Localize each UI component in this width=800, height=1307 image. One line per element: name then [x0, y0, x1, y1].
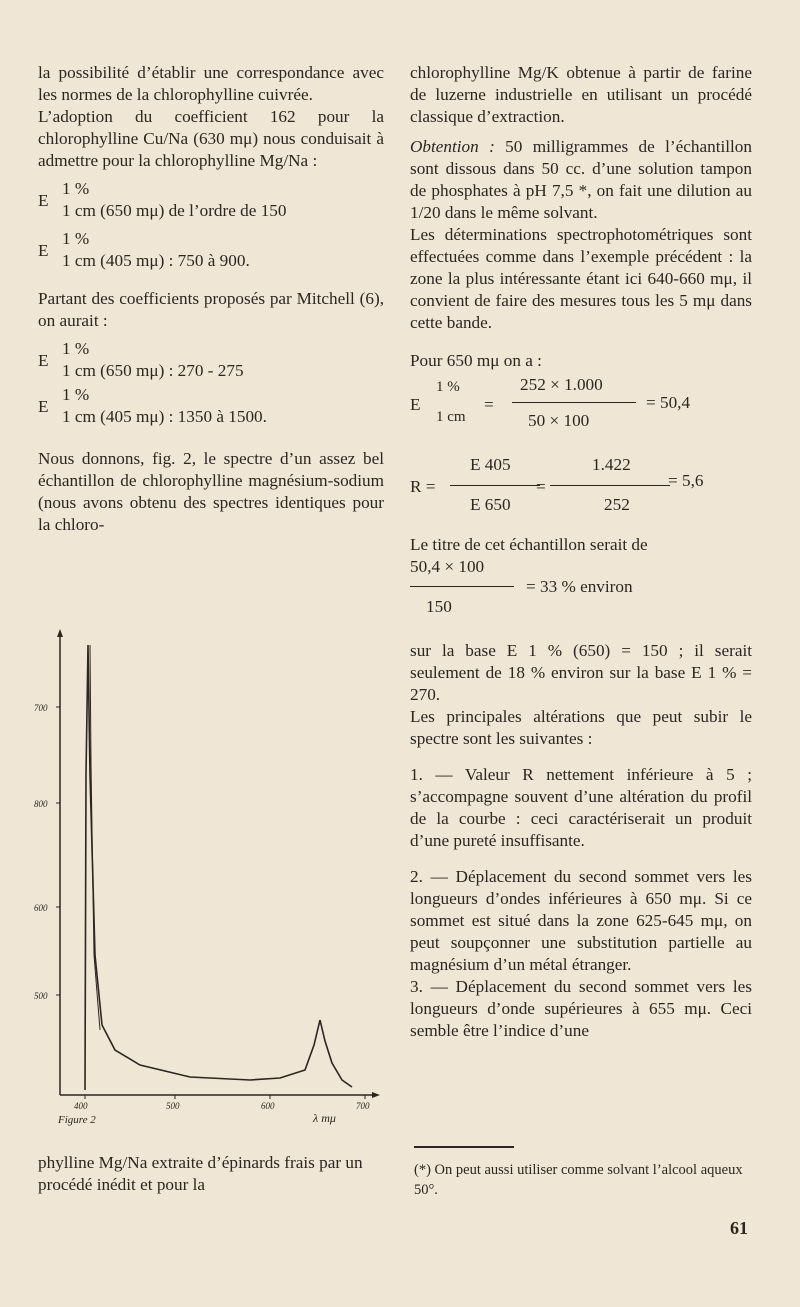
- equation-superscript: 1 %: [62, 339, 90, 358]
- equation: [38, 384, 384, 428]
- paragraph: sur la base E 1 % (650) = 150 ; il serait seulement de 18 % environ sur la base E 1 % = 270.: [410, 641, 752, 704]
- caption-paragraph: phylline Mg/Na extraite d’épinards frais par un procédé inédit et pour la: [38, 1153, 363, 1194]
- list-item: 1. — Valeur R nettement inférieure à 5 ; s’accompagne souvent d’une altération du profil de la courbe : ceci caractériserait un produit d’une pureté insuffisante.: [410, 765, 752, 850]
- equation-value: 1 cm (650 mμ) : 270 - 275: [62, 361, 244, 380]
- equation-symbol: E: [38, 397, 49, 416]
- list-item: 2. — Déplacement du second sommet vers les longueurs d’ondes inférieures à 650 mμ. Si ce sommet est situé dans la zone 625-645 mμ, on peut soupçonner une substitution partielle au magnésium d’un métal étranger.: [410, 867, 752, 974]
- equation-value: 1 cm (650 mμ) de l’ordre de 150: [62, 201, 287, 220]
- x-tick-label: 500: [166, 1101, 180, 1111]
- formula-result: = 5,6: [668, 471, 704, 490]
- fraction-line: [550, 485, 670, 486]
- formula-numerator: 252 × 1.000: [520, 375, 603, 394]
- formula-symbol: E: [410, 395, 421, 414]
- equation: [38, 228, 384, 272]
- equation-symbol: E: [38, 191, 49, 210]
- formula-result: = 50,4: [646, 393, 691, 412]
- left-column: [38, 62, 384, 536]
- equation-superscript: 1 %: [62, 179, 90, 198]
- paragraph: L’adoption du coefficient 162 pour la chlorophylline Cu/Na (630 mμ) nous conduisait à admettre pour la chlorophylline Mg/Na :: [38, 107, 384, 170]
- formula-numerator: 50,4 × 100: [410, 557, 485, 576]
- formula-denominator: E 650: [470, 495, 511, 514]
- x-axis-arrow: [372, 1092, 380, 1098]
- footnote-rule: [414, 1146, 514, 1148]
- formula-title: [410, 556, 752, 620]
- page-number: 61: [730, 1218, 748, 1238]
- formula-numerator: E 405: [470, 455, 511, 474]
- equation-value: 1 cm (405 mμ) : 1350 à 1500.: [62, 407, 267, 426]
- x-tick-label: 600: [261, 1101, 275, 1111]
- formula-e1cm: [410, 372, 752, 440]
- formula-denominator: 50 × 100: [528, 411, 590, 430]
- equals-sign: =: [536, 477, 546, 496]
- x-tick-label: 700: [356, 1101, 370, 1111]
- formula-denominator: 252: [604, 495, 630, 514]
- paragraph: Pour 650 mμ on a :: [410, 351, 542, 370]
- equation-superscript: 1 %: [62, 385, 90, 404]
- paragraph: chlorophylline Mg/K obtenue à partir de farine de luzerne industrielle en utilisant un procédé classique d’extraction.: [410, 63, 752, 126]
- right-column: [410, 62, 752, 1042]
- spectrum-figure: [30, 625, 390, 1140]
- fraction-line: [450, 485, 540, 486]
- paragraph: [410, 136, 752, 224]
- paragraph: Nous donnons, fig. 2, le spectre d’un assez bel échantillon de chlorophylline magnésium-sodium (nous avons obtenu des spectres identiques pour la chloro-: [38, 449, 384, 534]
- y-tick-label: 500: [34, 991, 48, 1001]
- y-tick-label: 600: [34, 903, 48, 913]
- paragraph: Partant des coefficients proposés par Mitchell (6), on aurait :: [38, 289, 384, 330]
- figure-label: Figure 2: [58, 1114, 96, 1126]
- spectrum-plot: [30, 625, 390, 1140]
- formula-r: [410, 454, 752, 526]
- spectrum-curve: [85, 645, 352, 1090]
- y-tick-label: 800: [34, 799, 48, 809]
- equals-sign: =: [484, 395, 494, 414]
- formula-denominator: 150: [426, 597, 452, 616]
- y-axis-arrow: [57, 629, 63, 637]
- fraction-line: [410, 586, 514, 587]
- equation-superscript: 1 %: [62, 229, 90, 248]
- obtention-text: 50 milligrammes de l’échantillon sont dissous dans 50 cc. d’une solution tampon de phosphates à pH 7,5 *, on fait une dilution au 1/20 dans le même solvant.: [410, 137, 752, 222]
- equation-symbol: E: [38, 351, 49, 370]
- equation: [38, 338, 384, 382]
- formula-subscript: 1 cm: [436, 409, 466, 425]
- paragraph: Les principales altérations que peut subir le spectre sont les suivantes :: [410, 707, 752, 748]
- footnote: (*) On peut aussi utiliser comme solvant l’alcool aqueux 50°.: [414, 1162, 743, 1198]
- equation-symbol: E: [38, 241, 49, 260]
- list-item: 3. — Déplacement du second sommet vers les longueurs d’onde supérieures à 655 mμ. Ceci semble être l’indice d’une: [410, 977, 752, 1040]
- x-unit-label: λ mμ: [313, 1111, 336, 1125]
- obtention-label: Obtention :: [410, 137, 495, 156]
- formula-numerator: 1.422: [592, 455, 631, 474]
- formula-result: = 33 % environ: [526, 577, 633, 596]
- paragraph: la possibilité d’établir une correspondance avec les normes de la chlorophylline cuivrée.: [38, 63, 384, 104]
- equation: [38, 178, 384, 222]
- y-tick-label: 700: [34, 703, 48, 713]
- paragraph: Les déterminations spectrophotométriques sont effectuées comme dans l’exemple précédent : la zone la plus intéressante étant ici 640-660 mμ, il convient de faire des mesures tous les 5 mμ dans cette bande.: [410, 225, 752, 332]
- formula-superscript: 1 %: [436, 379, 460, 395]
- equation-value: 1 cm (405 mμ) : 750 à 900.: [62, 251, 250, 270]
- formula-symbol: R =: [410, 477, 436, 496]
- x-tick-label: 400: [74, 1101, 88, 1111]
- paragraph: Le titre de cet échantillon serait de: [410, 535, 648, 554]
- fraction-line: [512, 402, 636, 403]
